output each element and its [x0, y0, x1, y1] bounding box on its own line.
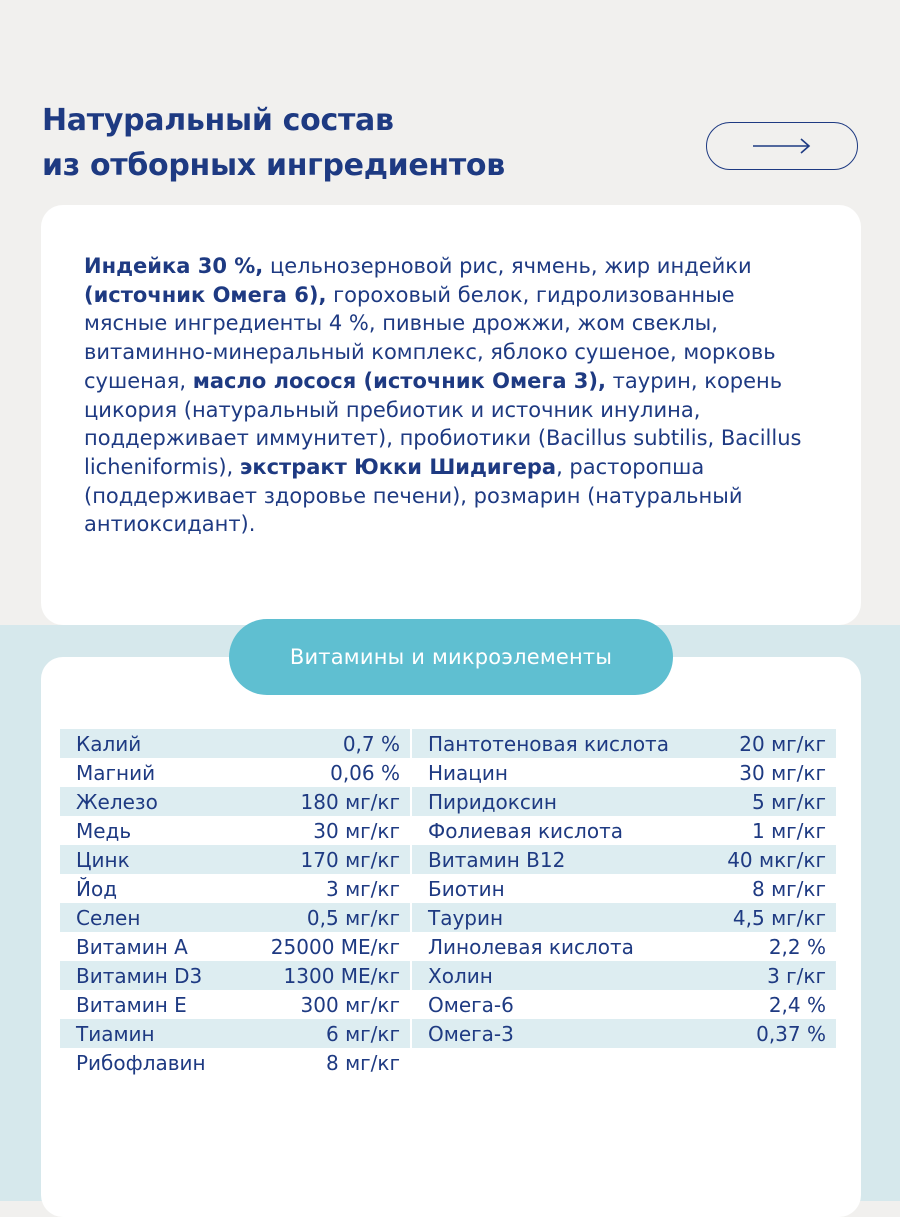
vitamins-left-column: [60, 729, 410, 1077]
nutrient-row: [60, 787, 410, 816]
nutrient-row: [412, 758, 836, 787]
nutrient-value: 0,5 мг/кг: [306, 905, 400, 930]
nutrient-name: Биотин: [428, 876, 505, 901]
title-line-2: из отборных ингредиентов: [42, 148, 505, 183]
nutrient-value: 2,4 %: [768, 992, 826, 1017]
nutrient-row: [412, 932, 836, 961]
page-title: [42, 98, 505, 188]
nutrient-value: 3 г/кг: [767, 963, 826, 988]
nutrient-row: [60, 758, 410, 787]
nutrient-value: 3 мг/кг: [325, 876, 400, 901]
nutrient-row: [412, 729, 836, 758]
nutrient-name: Фолиевая кислота: [428, 818, 623, 843]
ingredient-text: цельнозерновой рис, ячмень, жир индейки: [263, 254, 752, 278]
nutrient-row: [60, 1048, 410, 1077]
nutrient-value: 1 мг/кг: [751, 818, 826, 843]
nutrient-row: [412, 1019, 836, 1048]
nutrient-name: Железо: [76, 789, 158, 814]
nutrient-row: [60, 1019, 410, 1048]
next-arrow-button[interactable]: [706, 122, 858, 170]
nutrient-name: Омега-3: [428, 1021, 514, 1046]
nutrient-name: Омега-6: [428, 992, 514, 1017]
nutrient-row: [412, 990, 836, 1019]
nutrient-name: Витамин А: [76, 934, 188, 959]
ingredient-highlight: (источник Омега 6),: [84, 282, 327, 307]
nutrient-name: Рибофлавин: [76, 1050, 206, 1075]
nutrient-name: Селен: [76, 905, 141, 930]
nutrient-value: 1300 МЕ/кг: [283, 963, 400, 988]
arrow-right-icon: [751, 136, 813, 156]
nutrient-name: Медь: [76, 818, 132, 843]
nutrient-row: [60, 961, 410, 990]
nutrient-name: Ниацин: [428, 760, 508, 785]
ingredient-highlight: масло лосося (источник Омега 3),: [192, 368, 606, 393]
nutrient-name: Пиридоксин: [428, 789, 557, 814]
nutrient-value: 40 мкг/кг: [727, 847, 826, 872]
nutrient-row: [60, 816, 410, 845]
nutrient-row: [60, 845, 410, 874]
nutrient-name: Витамин D3: [76, 963, 203, 988]
nutrient-value: 4,5 мг/кг: [732, 905, 826, 930]
ingredient-text: гороховый белок, гидролизованные мясные ингредиенты 4 %, пивные дрожжи, жом свеклы, витаминно-минеральный комплекс, яблоко сушеное, морковь сушеная,: [84, 282, 776, 393]
nutrient-value: 0,7 %: [342, 731, 400, 756]
nutrient-name: Линолевая кислота: [428, 934, 634, 959]
nutrient-value: 300 мг/кг: [300, 992, 400, 1017]
nutrient-value: 0,37 %: [756, 1021, 826, 1046]
nutrient-value: 20 мг/кг: [739, 731, 826, 756]
title-line-1: Натуральный состав: [42, 103, 394, 138]
ingredients-text: [84, 252, 804, 539]
vitamins-right-column: [412, 729, 836, 1048]
nutrient-row: [60, 932, 410, 961]
nutrient-value: 8 мг/кг: [751, 876, 826, 901]
nutrient-name: Тиамин: [76, 1021, 155, 1046]
nutrient-value: 6 мг/кг: [325, 1021, 400, 1046]
nutrient-name: Пантотеновая кислота: [428, 731, 669, 756]
nutrient-value: 25000 МЕ/кг: [270, 934, 400, 959]
nutrient-value: 8 мг/кг: [325, 1050, 400, 1075]
nutrient-name: Цинк: [76, 847, 130, 872]
nutrient-name: Калий: [76, 731, 142, 756]
nutrient-name: Йод: [76, 876, 118, 901]
nutrient-value: 30 мг/кг: [313, 818, 400, 843]
ingredient-highlight: экстракт Юкки Шидигера: [239, 454, 557, 479]
nutrient-value: 170 мг/кг: [300, 847, 400, 872]
nutrient-row: [60, 874, 410, 903]
nutrient-row: [412, 787, 836, 816]
nutrient-row: [412, 845, 836, 874]
nutrient-row: [412, 816, 836, 845]
nutrient-value: 30 мг/кг: [739, 760, 826, 785]
nutrient-value: 2,2 %: [768, 934, 826, 959]
nutrient-row: [60, 990, 410, 1019]
vitamins-heading-pill: Витамины и микроэлементы: [229, 619, 673, 695]
nutrient-row: [60, 903, 410, 932]
nutrient-name: Витамин В12: [428, 847, 566, 872]
nutrient-row: [412, 903, 836, 932]
nutrient-value: 0,06 %: [330, 760, 400, 785]
ingredient-text: , расторопша (поддерживает здоровье печени), розмарин (натуральный антиоксидант).: [84, 454, 743, 537]
nutrient-row: [412, 961, 836, 990]
ingredient-highlight: Индейка 30 %,: [84, 254, 264, 278]
nutrient-name: Витамин Е: [76, 992, 187, 1017]
nutrient-value: 180 мг/кг: [300, 789, 400, 814]
ingredient-text: таурин, корень цикория (натуральный пребиотик и источник инулина, поддерживает иммунитет), пробиотики (Bacillus subtilis, Bacillus licheniformis),: [84, 368, 802, 479]
nutrient-row: [60, 729, 410, 758]
nutrient-name: Таурин: [428, 905, 504, 930]
nutrient-name: Холин: [428, 963, 493, 988]
nutrient-row: [412, 874, 836, 903]
nutrient-value: 5 мг/кг: [751, 789, 826, 814]
nutrient-name: Магний: [76, 760, 156, 785]
